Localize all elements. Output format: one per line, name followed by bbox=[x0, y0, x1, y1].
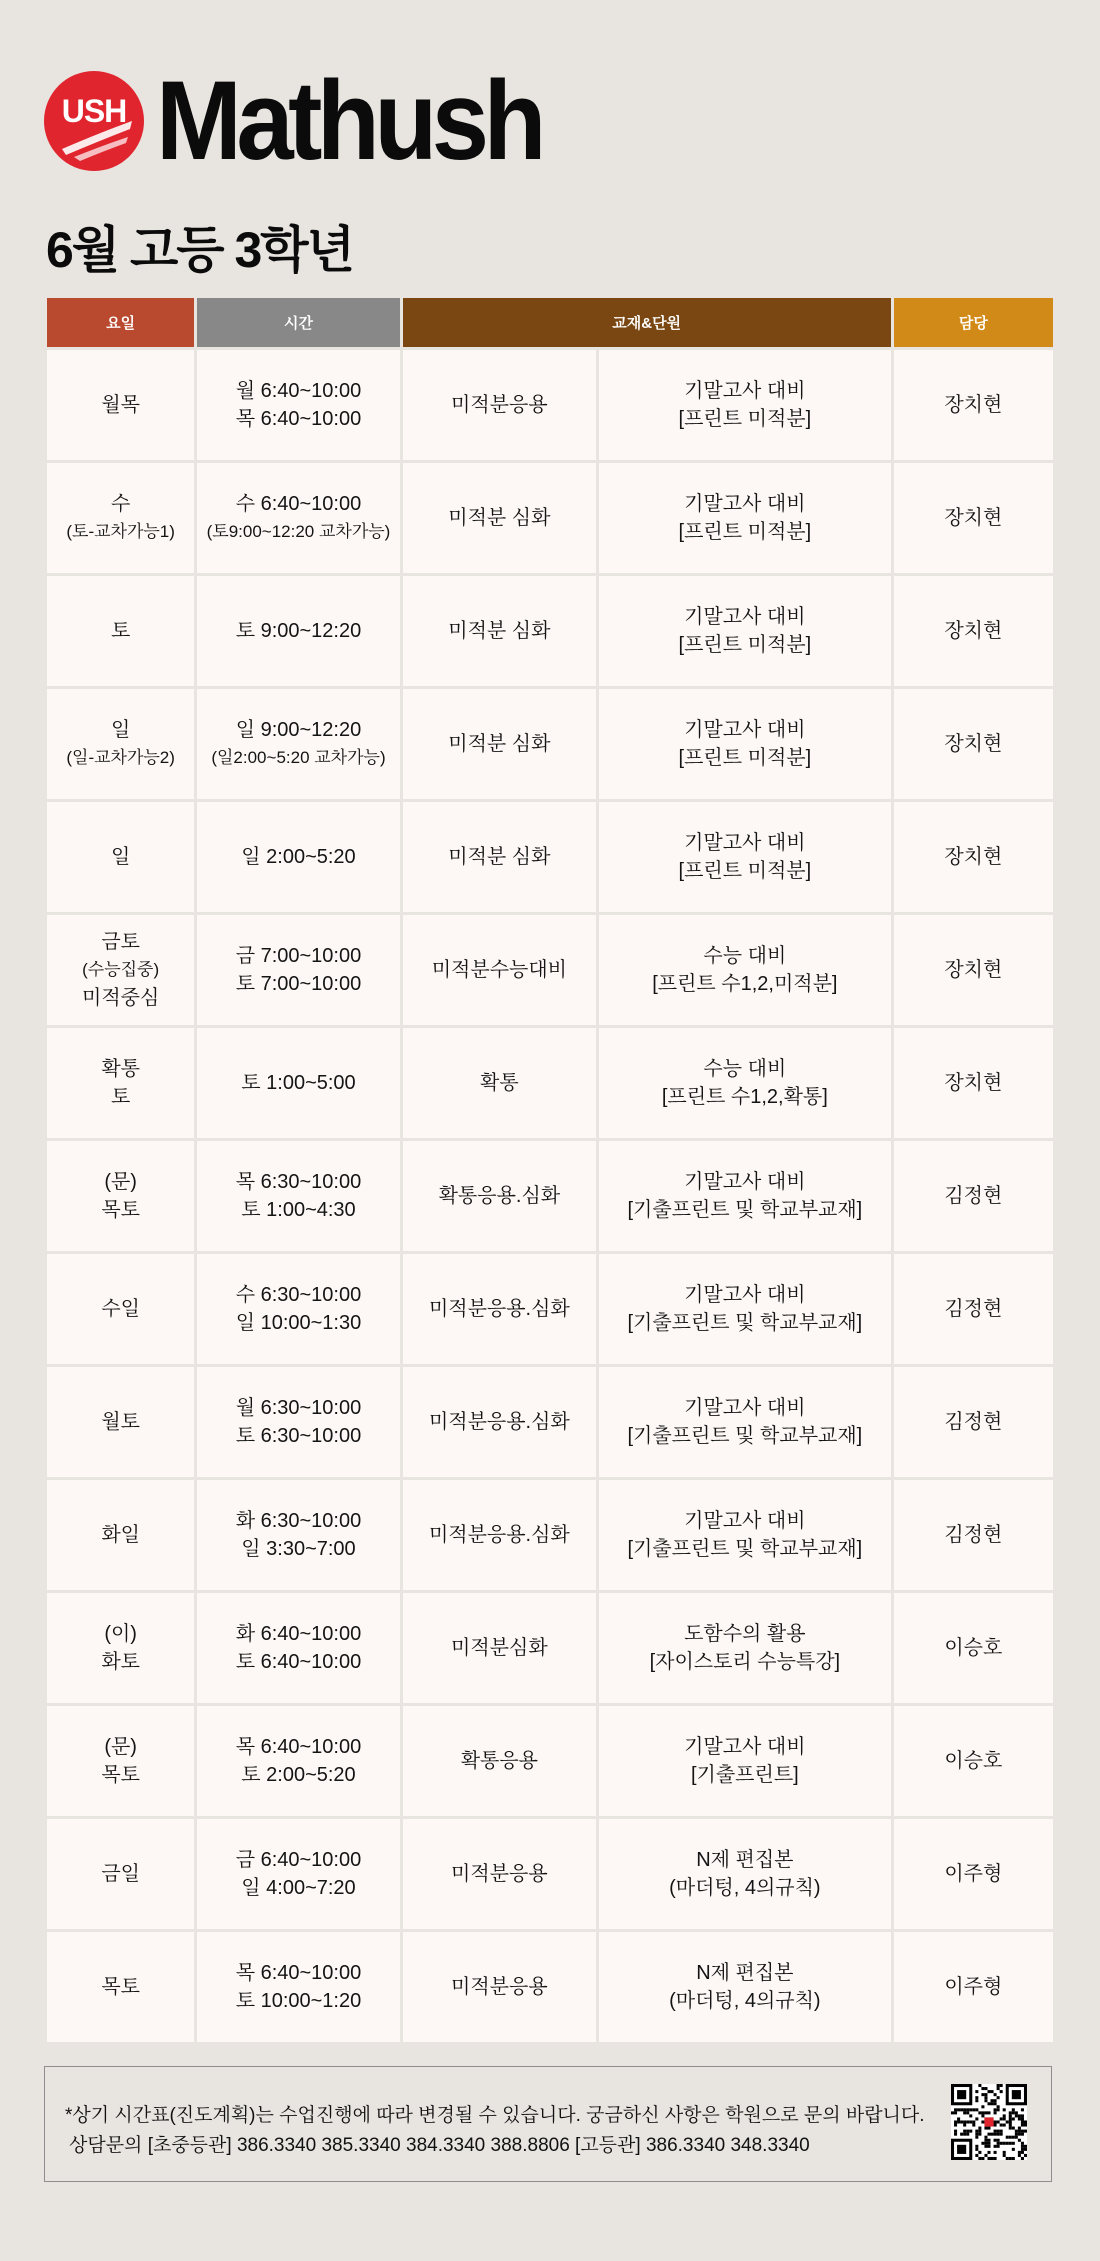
course-cell: 미적분응용.심화 bbox=[403, 1480, 596, 1590]
content-cell bbox=[599, 689, 891, 799]
day-cell bbox=[47, 915, 194, 1025]
day-cell-line: (문) bbox=[104, 1171, 137, 1193]
content-cell bbox=[599, 350, 891, 460]
day-cell-line: 목토 bbox=[101, 1199, 140, 1221]
content-cell-line: [기출프린트] bbox=[690, 1764, 799, 1786]
day-cell-line: 토 bbox=[110, 620, 131, 642]
time-cell-line: (토9:00~12:20 교차가능) bbox=[206, 522, 391, 541]
time-cell bbox=[197, 1819, 399, 1929]
time-cell-line: 목 6:40~10:00 bbox=[235, 1962, 362, 1984]
time-cell bbox=[197, 576, 399, 686]
content-cell-line: 기말고사 대비 bbox=[684, 1397, 806, 1419]
table-row bbox=[47, 1480, 1053, 1590]
content-cell-line: [프린트 수1,2,확통] bbox=[661, 1086, 828, 1108]
time-cell-line: 토 6:30~10:00 bbox=[235, 1425, 362, 1447]
table-row bbox=[47, 1593, 1053, 1703]
time-cell-line: 토 2:00~5:20 bbox=[241, 1764, 356, 1786]
logo-badge bbox=[44, 71, 144, 171]
time-cell-line: 월 6:30~10:00 bbox=[235, 1397, 362, 1419]
time-cell bbox=[197, 463, 399, 573]
time-cell-line: 일 10:00~1:30 bbox=[235, 1312, 362, 1334]
content-cell-line: [프린트 미적분] bbox=[678, 521, 812, 543]
content-cell-line: [기출프린트 및 학교부교재] bbox=[627, 1199, 863, 1221]
time-cell-line: 토 10:00~1:20 bbox=[235, 1990, 362, 2012]
content-cell-line: 기말고사 대비 bbox=[684, 380, 806, 402]
content-cell bbox=[599, 802, 891, 912]
day-cell bbox=[47, 1932, 194, 2042]
day-cell-line: 확통 bbox=[101, 1058, 140, 1080]
teacher-cell: 김정현 bbox=[894, 1367, 1053, 1477]
time-cell bbox=[197, 1141, 399, 1251]
day-cell bbox=[47, 463, 194, 573]
content-cell-line: [프린트 미적분] bbox=[678, 408, 812, 430]
course-cell: 미적분응용.심화 bbox=[403, 1367, 596, 1477]
course-cell: 확통응용 bbox=[403, 1706, 596, 1816]
teacher-cell: 장치현 bbox=[894, 802, 1053, 912]
day-cell bbox=[47, 1141, 194, 1251]
content-cell-line: 기말고사 대비 bbox=[684, 493, 806, 515]
table-row bbox=[47, 463, 1053, 573]
content-cell-line: N제 편집본 bbox=[696, 1849, 794, 1871]
time-cell-line: 일 3:30~7:00 bbox=[241, 1538, 356, 1560]
content-cell-line: N제 편집본 bbox=[696, 1962, 794, 1984]
content-cell bbox=[599, 576, 891, 686]
time-cell-line: 토 7:00~10:00 bbox=[235, 973, 362, 995]
header-teacher: 담당 bbox=[894, 298, 1053, 347]
time-cell bbox=[197, 689, 399, 799]
day-cell-line: 월토 bbox=[101, 1411, 140, 1433]
content-cell-line: 기말고사 대비 bbox=[684, 1510, 806, 1532]
day-cell-line: 일 bbox=[110, 719, 131, 741]
time-cell-line: 목 6:40~10:00 bbox=[235, 1736, 362, 1758]
time-cell bbox=[197, 915, 399, 1025]
teacher-cell: 이주형 bbox=[894, 1932, 1053, 2042]
teacher-cell: 장치현 bbox=[894, 689, 1053, 799]
time-cell-line: 토 6:40~10:00 bbox=[235, 1651, 362, 1673]
content-cell-line: 수능 대비 bbox=[703, 1058, 787, 1080]
time-cell-line: 토 9:00~12:20 bbox=[235, 620, 362, 642]
time-cell-line: 금 7:00~10:00 bbox=[235, 945, 362, 967]
course-cell: 미적분응용 bbox=[403, 350, 596, 460]
teacher-cell: 이승호 bbox=[894, 1706, 1053, 1816]
time-cell bbox=[197, 802, 399, 912]
teacher-cell: 장치현 bbox=[894, 915, 1053, 1025]
day-cell-line: 금토 bbox=[101, 931, 140, 953]
content-cell-line: [기출프린트 및 학교부교재] bbox=[627, 1425, 863, 1447]
day-cell bbox=[47, 576, 194, 686]
day-cell bbox=[47, 689, 194, 799]
content-cell-line: 기말고사 대비 bbox=[684, 1284, 806, 1306]
course-cell: 미적분응용 bbox=[403, 1932, 596, 2042]
time-cell-line: 수 6:30~10:00 bbox=[235, 1284, 362, 1306]
content-cell-line: 기말고사 대비 bbox=[684, 719, 806, 741]
day-cell bbox=[47, 350, 194, 460]
time-cell-line: 목 6:40~10:00 bbox=[235, 408, 362, 430]
logo-badge-text: USH bbox=[61, 92, 127, 129]
notice-contact: 상담문의 [초중등관] 386.3340 385.3340 384.3340 388.8806 [고등관] 386.3340 348.3340 bbox=[69, 2135, 810, 2156]
day-cell-line: 수일 bbox=[101, 1298, 140, 1320]
teacher-cell: 장치현 bbox=[894, 350, 1053, 460]
table-row bbox=[47, 1254, 1053, 1364]
header-day: 요일 bbox=[47, 298, 194, 347]
time-cell bbox=[197, 350, 399, 460]
time-cell-line: 화 6:30~10:00 bbox=[235, 1510, 362, 1532]
content-cell bbox=[599, 915, 891, 1025]
time-cell-line: 일 9:00~12:20 bbox=[235, 719, 362, 741]
time-cell-line: 금 6:40~10:00 bbox=[235, 1849, 362, 1871]
content-cell bbox=[599, 1932, 891, 2042]
table-row bbox=[47, 350, 1053, 460]
content-cell-line: [기출프린트 및 학교부교재] bbox=[627, 1312, 863, 1334]
content-cell-line: [프린트 수1,2,미적분] bbox=[652, 973, 838, 995]
table-row bbox=[47, 576, 1053, 686]
teacher-cell: 김정현 bbox=[894, 1480, 1053, 1590]
content-cell-line: 기말고사 대비 bbox=[684, 1736, 806, 1758]
day-cell bbox=[47, 1706, 194, 1816]
content-cell bbox=[599, 1480, 891, 1590]
day-cell-line: (수능집중) bbox=[82, 960, 160, 979]
content-cell-line: [자이스토리 수능특강] bbox=[649, 1651, 841, 1673]
notice-disclaimer: *상기 시간표(진도계획)는 수업진행에 따라 변경될 수 있습니다. 궁금하신 사항은 학원으로 문의 바랍니다. bbox=[65, 2105, 925, 2126]
table-row bbox=[47, 689, 1053, 799]
schedule-table bbox=[44, 295, 1056, 2045]
day-cell bbox=[47, 1480, 194, 1590]
time-cell-line: 화 6:40~10:00 bbox=[235, 1623, 362, 1645]
course-cell: 미적분수능대비 bbox=[403, 915, 596, 1025]
table-row bbox=[47, 1819, 1053, 1929]
content-cell-line: [프린트 미적분] bbox=[678, 634, 812, 656]
day-cell bbox=[47, 1367, 194, 1477]
day-cell-line: 목토 bbox=[101, 1764, 140, 1786]
day-cell-line: 토 bbox=[110, 1086, 131, 1108]
course-cell: 미적분심화 bbox=[403, 1593, 596, 1703]
day-cell-line: 목토 bbox=[101, 1976, 140, 1998]
time-cell-line: (일2:00~5:20 교차가능) bbox=[211, 748, 386, 767]
time-cell-line: 일 2:00~5:20 bbox=[241, 846, 356, 868]
content-cell-line: 기말고사 대비 bbox=[684, 606, 806, 628]
brand-name: Mathush bbox=[156, 58, 541, 183]
content-cell-line: 도함수의 활용 bbox=[684, 1623, 806, 1645]
day-cell-line: 월목 bbox=[101, 394, 140, 416]
day-cell bbox=[47, 1593, 194, 1703]
course-cell: 미적분응용 bbox=[403, 1819, 596, 1929]
header-material: 교재&단원 bbox=[403, 298, 891, 347]
content-cell-line: [프린트 미적분] bbox=[678, 747, 812, 769]
teacher-cell: 김정현 bbox=[894, 1254, 1053, 1364]
teacher-cell: 이주형 bbox=[894, 1819, 1053, 1929]
day-cell-line: 화일 bbox=[101, 1524, 140, 1546]
time-cell bbox=[197, 1367, 399, 1477]
day-cell-line: 미적중심 bbox=[82, 987, 160, 1009]
teacher-cell: 장치현 bbox=[894, 463, 1053, 573]
course-cell: 미적분응용.심화 bbox=[403, 1254, 596, 1364]
day-cell bbox=[47, 1028, 194, 1138]
time-cell bbox=[197, 1480, 399, 1590]
time-cell bbox=[197, 1932, 399, 2042]
content-cell bbox=[599, 463, 891, 573]
course-cell: 확통 bbox=[403, 1028, 596, 1138]
time-cell-line: 토 1:00~5:00 bbox=[241, 1072, 356, 1094]
time-cell bbox=[197, 1028, 399, 1138]
day-cell-line: (일-교차가능2) bbox=[66, 748, 175, 767]
course-cell: 미적분 심화 bbox=[403, 689, 596, 799]
time-cell bbox=[197, 1593, 399, 1703]
table-row bbox=[47, 915, 1053, 1025]
time-cell-line: 토 1:00~4:30 bbox=[241, 1199, 356, 1221]
content-cell-line: 기말고사 대비 bbox=[684, 832, 806, 854]
day-cell-line: (토-교차가능1) bbox=[66, 522, 175, 541]
content-cell bbox=[599, 1706, 891, 1816]
time-cell-line: 일 4:00~7:20 bbox=[241, 1877, 356, 1899]
course-cell: 미적분 심화 bbox=[403, 463, 596, 573]
notice-box bbox=[44, 2066, 1052, 2182]
table-row bbox=[47, 1028, 1053, 1138]
table-row bbox=[47, 1706, 1053, 1816]
content-cell bbox=[599, 1819, 891, 1929]
teacher-cell: 장치현 bbox=[894, 576, 1053, 686]
content-cell bbox=[599, 1141, 891, 1251]
content-cell-line: [프린트 미적분] bbox=[678, 860, 812, 882]
table-row bbox=[47, 802, 1053, 912]
teacher-cell: 장치현 bbox=[894, 1028, 1053, 1138]
course-cell: 미적분 심화 bbox=[403, 802, 596, 912]
table-row bbox=[47, 1141, 1053, 1251]
content-cell bbox=[599, 1254, 891, 1364]
day-cell-line: 화토 bbox=[101, 1651, 140, 1673]
time-cell-line: 수 6:40~10:00 bbox=[235, 493, 362, 515]
content-cell-line: 기말고사 대비 bbox=[684, 1171, 806, 1193]
content-cell-line: (마더텅, 4의규칙) bbox=[669, 1990, 821, 2012]
page-title: 6월 고등 3학년 bbox=[46, 222, 353, 278]
brand-logo bbox=[44, 58, 574, 183]
content-cell bbox=[599, 1593, 891, 1703]
day-cell-line: (문) bbox=[104, 1736, 137, 1758]
header-time: 시간 bbox=[197, 298, 399, 347]
time-cell bbox=[197, 1254, 399, 1364]
course-cell: 확통응용.심화 bbox=[403, 1141, 596, 1251]
content-cell-line: 수능 대비 bbox=[703, 945, 787, 967]
table-row bbox=[47, 1932, 1053, 2042]
course-cell: 미적분 심화 bbox=[403, 576, 596, 686]
table-row bbox=[47, 1367, 1053, 1477]
time-cell-line: 목 6:30~10:00 bbox=[235, 1171, 362, 1193]
qr-code-icon[interactable] bbox=[951, 2084, 1027, 2160]
day-cell-line: 금일 bbox=[101, 1863, 140, 1885]
day-cell-line: (이) bbox=[104, 1623, 137, 1645]
content-cell bbox=[599, 1028, 891, 1138]
content-cell bbox=[599, 1367, 891, 1477]
day-cell bbox=[47, 802, 194, 912]
content-cell-line: [기출프린트 및 학교부교재] bbox=[627, 1538, 863, 1560]
day-cell bbox=[47, 1819, 194, 1929]
day-cell-line: 일 bbox=[110, 846, 131, 868]
day-cell bbox=[47, 1254, 194, 1364]
time-cell bbox=[197, 1706, 399, 1816]
content-cell-line: (마더텅, 4의규칙) bbox=[669, 1877, 821, 1899]
teacher-cell: 김정현 bbox=[894, 1141, 1053, 1251]
day-cell-line: 수 bbox=[110, 493, 131, 515]
table-header-row bbox=[47, 298, 1053, 347]
teacher-cell: 이승호 bbox=[894, 1593, 1053, 1703]
time-cell-line: 월 6:40~10:00 bbox=[235, 380, 362, 402]
